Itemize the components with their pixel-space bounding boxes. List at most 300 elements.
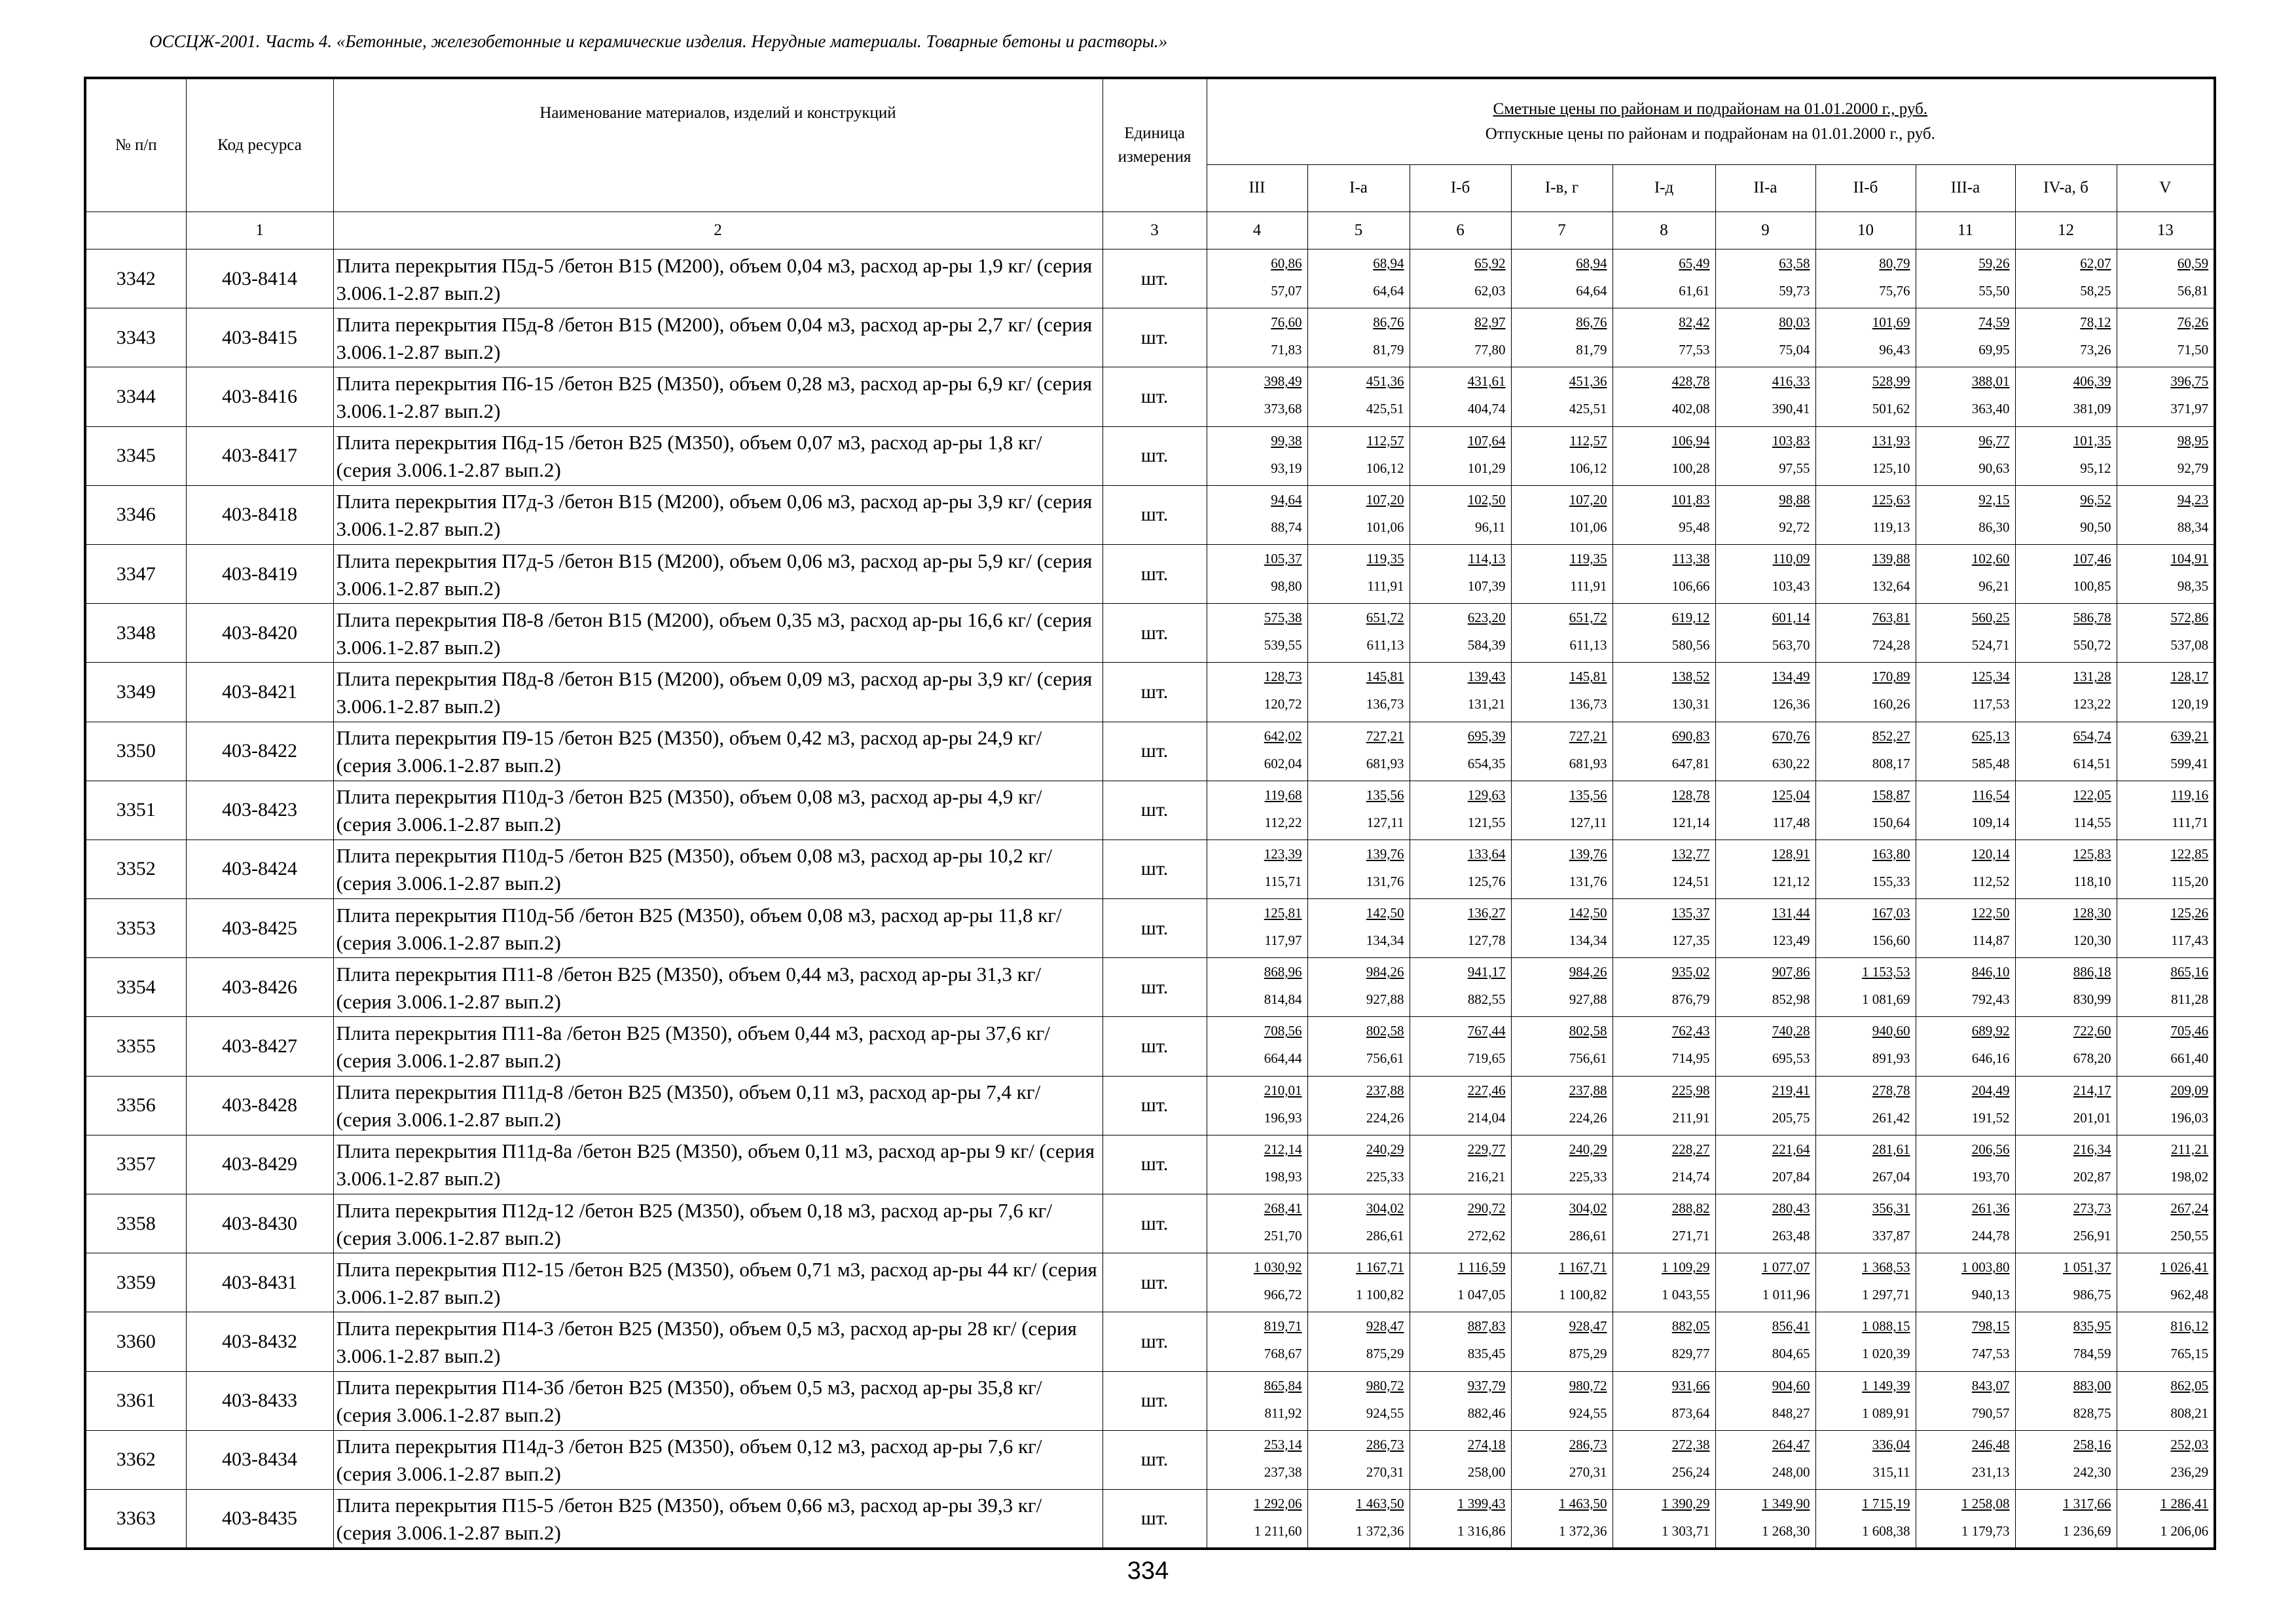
estimated-price-value: 122,05	[2073, 786, 2111, 803]
estimated-price-value: 96,77	[1978, 432, 2010, 449]
estimated-price	[1816, 367, 1916, 395]
column-number: 2	[333, 212, 1102, 249]
estimated-price	[1512, 427, 1613, 454]
release-price: 73,26	[2080, 342, 2111, 358]
estimated-price	[1916, 781, 2015, 809]
estimated-price-value: 1 116,59	[1457, 1259, 1506, 1276]
estimated-price	[1816, 1372, 1916, 1399]
estimated-price-value: 261,36	[1971, 1200, 2010, 1216]
estimated-price	[1512, 1372, 1613, 1399]
release-price: 927,88	[1569, 991, 1607, 1008]
estimated-price-value: 128,91	[1772, 845, 1810, 862]
price-cell	[1715, 1253, 1815, 1312]
table-row	[85, 958, 2215, 1017]
estimated-price	[1613, 367, 1715, 395]
estimated-price	[2016, 663, 2117, 690]
resource-code: 403-8427	[186, 1017, 333, 1076]
release-price: 1 297,71	[1862, 1287, 1910, 1303]
release-price: 1 372,36	[1559, 1522, 1607, 1539]
estimated-price-value: 1 463,50	[1559, 1495, 1607, 1511]
release-price: 124,51	[1671, 873, 1710, 889]
resource-code: 403-8420	[186, 604, 333, 663]
price-cell	[1916, 1371, 2015, 1430]
release-price: 125,10	[1872, 460, 1910, 476]
price-cell	[2015, 1194, 2117, 1253]
estimated-price-value: 139,76	[1366, 845, 1404, 862]
estimated-price	[1410, 308, 1511, 336]
estimated-price-value: 237,88	[1366, 1082, 1404, 1098]
price-cell	[2015, 1253, 2117, 1312]
price-cell	[2015, 367, 2117, 426]
estimated-price-value: 112,57	[1569, 432, 1607, 449]
estimated-price	[1207, 1372, 1307, 1399]
release-price: 100,28	[1671, 460, 1710, 476]
estimated-price-value: 94,64	[1271, 491, 1302, 507]
release-price: 109,14	[1971, 814, 2010, 830]
estimated-price-value: 907,86	[1772, 964, 1810, 980]
release-price: 127,78	[1467, 932, 1506, 949]
price-cell	[1207, 1076, 1307, 1135]
release-price: 830,99	[2073, 991, 2111, 1008]
price-cell	[1916, 1194, 2015, 1253]
release-price: 117,97	[1264, 932, 1302, 949]
release-price: 64,64	[1576, 283, 1607, 299]
estimated-price	[2117, 1017, 2214, 1044]
row-number: 3358	[85, 1194, 186, 1253]
estimated-price-value: 1 715,19	[1862, 1495, 1910, 1511]
price-cell	[2015, 485, 2117, 544]
price-cell	[1715, 722, 1815, 781]
estimated-price	[1613, 1372, 1715, 1399]
estimated-price-value: 388,01	[1971, 373, 2010, 390]
estimated-price-value: 107,46	[2073, 550, 2111, 566]
estimated-price	[1512, 308, 1613, 336]
release-price: 101,29	[1467, 460, 1506, 476]
price-cell	[1207, 1371, 1307, 1430]
estimated-price	[1207, 1077, 1307, 1104]
row-number: 3357	[85, 1135, 186, 1194]
estimated-price	[2016, 427, 2117, 454]
price-cell	[1207, 840, 1307, 898]
release-price: 211,91	[1672, 1109, 1710, 1126]
release-price: 425,51	[1569, 401, 1607, 417]
release-price: 77,53	[1679, 342, 1710, 358]
release-price: 790,57	[1971, 1405, 2010, 1421]
estimated-price-value: 1 149,39	[1862, 1377, 1910, 1393]
estimated-price	[2016, 899, 2117, 927]
material-name: Плита перекрытия П10д-5б /бетон В25 (М350), объем 0,08 м3, расход ар-ры 11,8 кг/ (серия 3.006.1-2.87 вып.2)	[333, 899, 1102, 958]
release-price: 112,52	[1972, 873, 2010, 889]
price-cell	[1410, 899, 1511, 958]
estimated-price-value: 431,61	[1467, 373, 1506, 390]
price-cell	[2117, 367, 2215, 426]
price-cell	[2117, 1312, 2215, 1371]
estimated-price-value: 601,14	[1772, 610, 1810, 626]
estimated-price	[1410, 249, 1511, 277]
release-price: 1 236,69	[2063, 1522, 2111, 1539]
column-number: 5	[1307, 212, 1410, 249]
estimated-price	[1916, 840, 2015, 868]
unit-of-measure: шт.	[1102, 1253, 1207, 1312]
price-cell	[1815, 1312, 1916, 1371]
estimated-price	[1410, 1490, 1511, 1517]
material-name: Плита перекрытия П7д-5 /бетон В15 (М200), объем 0,06 м3, расход ар-ры 5,9 кг/ (серия 3.006.1-2.87 вып.2)	[333, 544, 1102, 603]
price-cell	[1715, 1194, 1815, 1253]
estimated-price	[1816, 249, 1916, 277]
estimated-price-value: 528,99	[1872, 373, 1910, 390]
release-price: 286,61	[1569, 1228, 1607, 1244]
estimated-price	[1816, 1194, 1916, 1222]
estimated-price	[1613, 427, 1715, 454]
estimated-price	[2117, 1077, 2214, 1104]
estimated-price	[1916, 604, 2015, 631]
estimated-price	[1308, 427, 1410, 454]
estimated-price	[1916, 1372, 2015, 1399]
estimated-price-value: 128,30	[2073, 905, 2111, 921]
price-cell	[1715, 485, 1815, 544]
estimated-price	[1410, 663, 1511, 690]
price-cell	[1410, 722, 1511, 781]
estimated-price	[2117, 427, 2214, 454]
price-cell	[1916, 781, 2015, 840]
table-row	[85, 308, 2215, 367]
price-cell	[1613, 426, 1715, 485]
price-cell	[1511, 781, 1613, 840]
row-number: 3363	[85, 1489, 186, 1548]
row-number: 3351	[85, 781, 186, 840]
estimated-price-value: 560,25	[1971, 610, 2010, 626]
price-cell	[1207, 1194, 1307, 1253]
release-price: 808,17	[1872, 755, 1910, 771]
unit-of-measure: шт.	[1102, 663, 1207, 722]
price-cell	[2015, 1430, 2117, 1489]
estimated-price-value: 103,83	[1772, 432, 1810, 449]
release-price: 127,35	[1671, 932, 1710, 949]
release-price: 95,48	[1679, 519, 1710, 535]
estimated-price-value: 1 003,80	[1961, 1259, 2010, 1276]
estimated-price-value: 101,69	[1872, 314, 1910, 331]
release-price: 98,35	[2177, 578, 2209, 594]
price-cell	[1715, 958, 1815, 1017]
estimated-price	[1916, 1077, 2015, 1104]
price-cell	[1307, 1076, 1410, 1135]
estimated-price	[2117, 663, 2214, 690]
release-price: 86,30	[1978, 519, 2010, 535]
material-name: Плита перекрытия П6-15 /бетон В25 (М350), объем 0,28 м3, расход ар-ры 6,9 кг/ (серия 3.006.1-2.87 вып.2)	[333, 367, 1102, 426]
estimated-price-value: 135,37	[1671, 905, 1710, 921]
price-cell	[1207, 1135, 1307, 1194]
price-cell	[2015, 426, 2117, 485]
estimated-price-value: 139,43	[1467, 669, 1506, 685]
release-price: 121,14	[1671, 814, 1710, 830]
price-cell	[1916, 899, 2015, 958]
price-cell	[2015, 899, 2117, 958]
unit-of-measure: шт.	[1102, 604, 1207, 663]
release-price: 88,34	[2177, 519, 2209, 535]
release-price: 96,11	[1475, 519, 1506, 535]
estimated-price	[1410, 1077, 1511, 1104]
estimated-price	[1207, 958, 1307, 986]
price-cell	[1815, 1017, 1916, 1076]
unit-of-measure: шт.	[1102, 426, 1207, 485]
estimated-price	[1716, 1253, 1815, 1281]
release-price: 111,91	[1570, 578, 1607, 594]
estimated-price-value: 135,56	[1569, 786, 1607, 803]
price-cell	[1410, 958, 1511, 1017]
estimated-price	[1207, 840, 1307, 868]
estimated-price	[2117, 1135, 2214, 1163]
price-cell	[1715, 1430, 1815, 1489]
row-number: 3345	[85, 426, 186, 485]
estimated-price	[1716, 663, 1815, 690]
estimated-price	[1816, 1253, 1916, 1281]
column-number: 10	[1815, 212, 1916, 249]
release-price: 1 268,30	[1762, 1522, 1810, 1539]
material-name: Плита перекрытия П14д-3 /бетон В25 (М350), объем 0,12 м3, расход ар-ры 7,6 кг/ (серия 3.006.1-2.87 вып.2)	[333, 1430, 1102, 1489]
release-price: 96,21	[1978, 578, 2010, 594]
resource-code: 403-8434	[186, 1430, 333, 1489]
estimated-price-value: 931,66	[1671, 1377, 1710, 1393]
unit-of-measure: шт.	[1102, 1076, 1207, 1135]
estimated-price	[1207, 427, 1307, 454]
price-cell	[1410, 1489, 1511, 1548]
estimated-price-value: 835,95	[2073, 1318, 2111, 1335]
price-cell	[1815, 426, 1916, 485]
column-number: 8	[1613, 212, 1715, 249]
price-cell	[1511, 367, 1613, 426]
estimated-price	[1613, 1135, 1715, 1163]
price-cell	[1715, 1076, 1815, 1135]
price-cell	[2015, 308, 2117, 367]
estimated-price-value: 102,50	[1467, 491, 1506, 507]
price-cell	[1815, 1135, 1916, 1194]
estimated-price	[2117, 249, 2214, 277]
resource-code: 403-8415	[186, 308, 333, 367]
release-price: 811,28	[2171, 991, 2209, 1008]
estimated-price-value: 225,98	[1671, 1082, 1710, 1098]
table-row	[85, 722, 2215, 781]
release-price: 271,71	[1671, 1228, 1710, 1244]
price-cell	[1307, 1430, 1410, 1489]
estimated-price	[2117, 308, 2214, 336]
release-price: 155,33	[1872, 873, 1910, 889]
release-price: 100,85	[2073, 578, 2111, 594]
release-price: 156,60	[1872, 932, 1910, 949]
release-price: 270,31	[1366, 1464, 1404, 1480]
estimated-price-value: 128,17	[2170, 669, 2209, 685]
price-cell	[2117, 1489, 2215, 1548]
price-cell	[1715, 544, 1815, 603]
estimated-price-value: 1 390,29	[1662, 1495, 1710, 1511]
estimated-price	[1916, 486, 2015, 513]
estimated-price	[1410, 840, 1511, 868]
estimated-price-value: 865,84	[1264, 1377, 1302, 1393]
estimated-price-value: 119,35	[1569, 550, 1607, 566]
price-cell	[1815, 1489, 1916, 1548]
estimated-price	[1613, 249, 1715, 277]
estimated-price-value: 1 368,53	[1862, 1259, 1910, 1276]
release-price: 258,00	[1467, 1464, 1506, 1480]
price-cell	[1613, 1430, 1715, 1489]
region-header: III-а	[1916, 164, 2015, 212]
estimated-price	[2117, 486, 2214, 513]
material-name: Плита перекрытия П11-8а /бетон В25 (М350), объем 0,44 м3, расход ар-ры 37,6 кг/ (серия 3.006.1-2.87 вып.2)	[333, 1017, 1102, 1076]
price-cell	[2117, 1194, 2215, 1253]
release-price: 602,04	[1264, 755, 1302, 771]
estimated-price-value: 689,92	[1971, 1023, 2010, 1039]
price-cell	[2117, 1430, 2215, 1489]
release-price: 966,72	[1264, 1287, 1302, 1303]
release-price: 193,70	[1971, 1168, 2010, 1185]
estimated-price	[1816, 958, 1916, 986]
release-price: 101,06	[1569, 519, 1607, 535]
estimated-price	[2016, 367, 2117, 395]
estimated-price	[1816, 722, 1916, 750]
estimated-price-value: 167,03	[1872, 905, 1910, 921]
price-cell	[1916, 1489, 2015, 1548]
estimated-price	[1613, 1194, 1715, 1222]
estimated-price	[1207, 1431, 1307, 1458]
row-number: 3343	[85, 308, 186, 367]
estimated-price-value: 862,05	[2170, 1377, 2209, 1393]
price-cell	[2117, 426, 2215, 485]
price-cell	[1511, 1371, 1613, 1430]
price-cell	[2117, 1135, 2215, 1194]
estimated-price-value: 132,77	[1671, 845, 1710, 862]
price-cell	[1307, 840, 1410, 898]
estimated-price	[1207, 1135, 1307, 1163]
estimated-price	[1716, 781, 1815, 809]
release-price: 765,15	[2170, 1346, 2209, 1362]
estimated-price	[1716, 486, 1815, 513]
price-cell	[1916, 544, 2015, 603]
estimated-price-value: 651,72	[1569, 610, 1607, 626]
estimated-price	[2016, 1194, 2117, 1222]
release-price: 198,02	[2170, 1168, 2209, 1185]
price-cell	[1410, 1430, 1511, 1489]
estimated-price	[1613, 781, 1715, 809]
release-price: 256,24	[1671, 1464, 1710, 1480]
estimated-price-value: 86,76	[1576, 314, 1607, 331]
price-cell	[1715, 840, 1815, 898]
estimated-price-value: 762,43	[1671, 1023, 1710, 1039]
price-cell	[1613, 604, 1715, 663]
release-price: 61,61	[1679, 283, 1710, 299]
estimated-price-value: 763,81	[1872, 610, 1910, 626]
row-number: 3346	[85, 485, 186, 544]
price-cell	[1815, 1371, 1916, 1430]
release-price: 93,19	[1271, 460, 1302, 476]
price-cell	[1511, 663, 1613, 722]
price-cell	[1207, 958, 1307, 1017]
price-cell	[2117, 249, 2215, 308]
estimated-price	[1716, 308, 1815, 336]
price-cell	[1207, 1312, 1307, 1371]
estimated-price	[1613, 1253, 1715, 1281]
price-cell	[2015, 958, 2117, 1017]
estimated-price	[2016, 1372, 2117, 1399]
header-prices	[1207, 78, 2215, 164]
row-number: 3362	[85, 1430, 186, 1489]
estimated-price	[1716, 840, 1815, 868]
row-number: 3355	[85, 1017, 186, 1076]
estimated-price-value: 727,21	[1366, 728, 1404, 744]
column-number: 4	[1207, 212, 1307, 249]
release-price: 647,81	[1671, 755, 1710, 771]
release-price: 829,77	[1671, 1346, 1710, 1362]
price-cell	[2117, 308, 2215, 367]
estimated-price-value: 119,35	[1366, 550, 1404, 566]
header-name: Наименование материалов, изделий и конструкций	[333, 78, 1102, 212]
estimated-price	[1916, 367, 2015, 395]
estimated-price-value: 107,64	[1467, 432, 1506, 449]
row-number: 3347	[85, 544, 186, 603]
estimated-price-value: 984,26	[1366, 964, 1404, 980]
estimated-price	[2117, 1431, 2214, 1458]
release-price: 611,13	[1366, 637, 1404, 654]
price-cell	[1815, 1430, 1916, 1489]
estimated-price	[1207, 1253, 1307, 1281]
release-price: 1 011,96	[1762, 1287, 1810, 1303]
estimated-price-value: 142,50	[1569, 905, 1607, 921]
release-price: 678,20	[2073, 1050, 2111, 1067]
estimated-price-value: 670,76	[1772, 728, 1810, 744]
estimated-price-value: 856,41	[1772, 1318, 1810, 1335]
estimated-price	[1308, 367, 1410, 395]
release-price: 90,50	[2080, 519, 2111, 535]
row-number: 3348	[85, 604, 186, 663]
release-price: 1 047,05	[1457, 1287, 1506, 1303]
estimated-price-value: 125,81	[1264, 905, 1302, 921]
estimated-price	[1207, 486, 1307, 513]
price-cell	[1207, 308, 1307, 367]
unit-of-measure: шт.	[1102, 1312, 1207, 1371]
price-cell	[1207, 426, 1307, 485]
estimated-price-value: 204,49	[1971, 1082, 2010, 1098]
estimated-price-value: 802,58	[1366, 1023, 1404, 1039]
price-cell	[1511, 1017, 1613, 1076]
release-price: 106,12	[1366, 460, 1404, 476]
estimated-price	[1308, 1017, 1410, 1044]
release-price: 924,55	[1366, 1405, 1404, 1421]
release-price: 875,29	[1366, 1346, 1404, 1362]
material-name: Плита перекрытия П11д-8а /бетон В25 (М350), объем 0,11 м3, расход ар-ры 9 кг/ (серия 3.006.1-2.87 вып.2)	[333, 1135, 1102, 1194]
estimated-price-value: 278,78	[1872, 1082, 1910, 1098]
release-price: 125,76	[1467, 873, 1506, 889]
estimated-price-value: 575,38	[1264, 610, 1302, 626]
resource-code: 403-8416	[186, 367, 333, 426]
price-cell	[2117, 958, 2215, 1017]
estimated-price-value: 60,86	[1271, 255, 1302, 271]
price-cell	[1613, 781, 1715, 840]
estimated-price-value: 105,37	[1264, 550, 1302, 566]
price-cell	[1511, 1312, 1613, 1371]
price-cell	[1715, 249, 1815, 308]
estimated-price	[1716, 722, 1815, 750]
release-price: 1 211,60	[1254, 1522, 1302, 1539]
price-cell	[1815, 544, 1916, 603]
price-cell	[2117, 663, 2215, 722]
price-cell	[2015, 722, 2117, 781]
estimated-price-value: 125,34	[1971, 669, 2010, 685]
estimated-price-value: 106,94	[1671, 432, 1710, 449]
estimated-price-value: 705,46	[2170, 1023, 2209, 1039]
price-cell	[2117, 722, 2215, 781]
material-name: Плита перекрытия П15-5 /бетон В25 (М350), объем 0,66 м3, расход ар-ры 39,3 кг/ (серия 3.006.1-2.87 вып.2)	[333, 1489, 1102, 1548]
release-price: 216,21	[1467, 1168, 1506, 1185]
price-cell	[2117, 1253, 2215, 1312]
price-cell	[1207, 544, 1307, 603]
